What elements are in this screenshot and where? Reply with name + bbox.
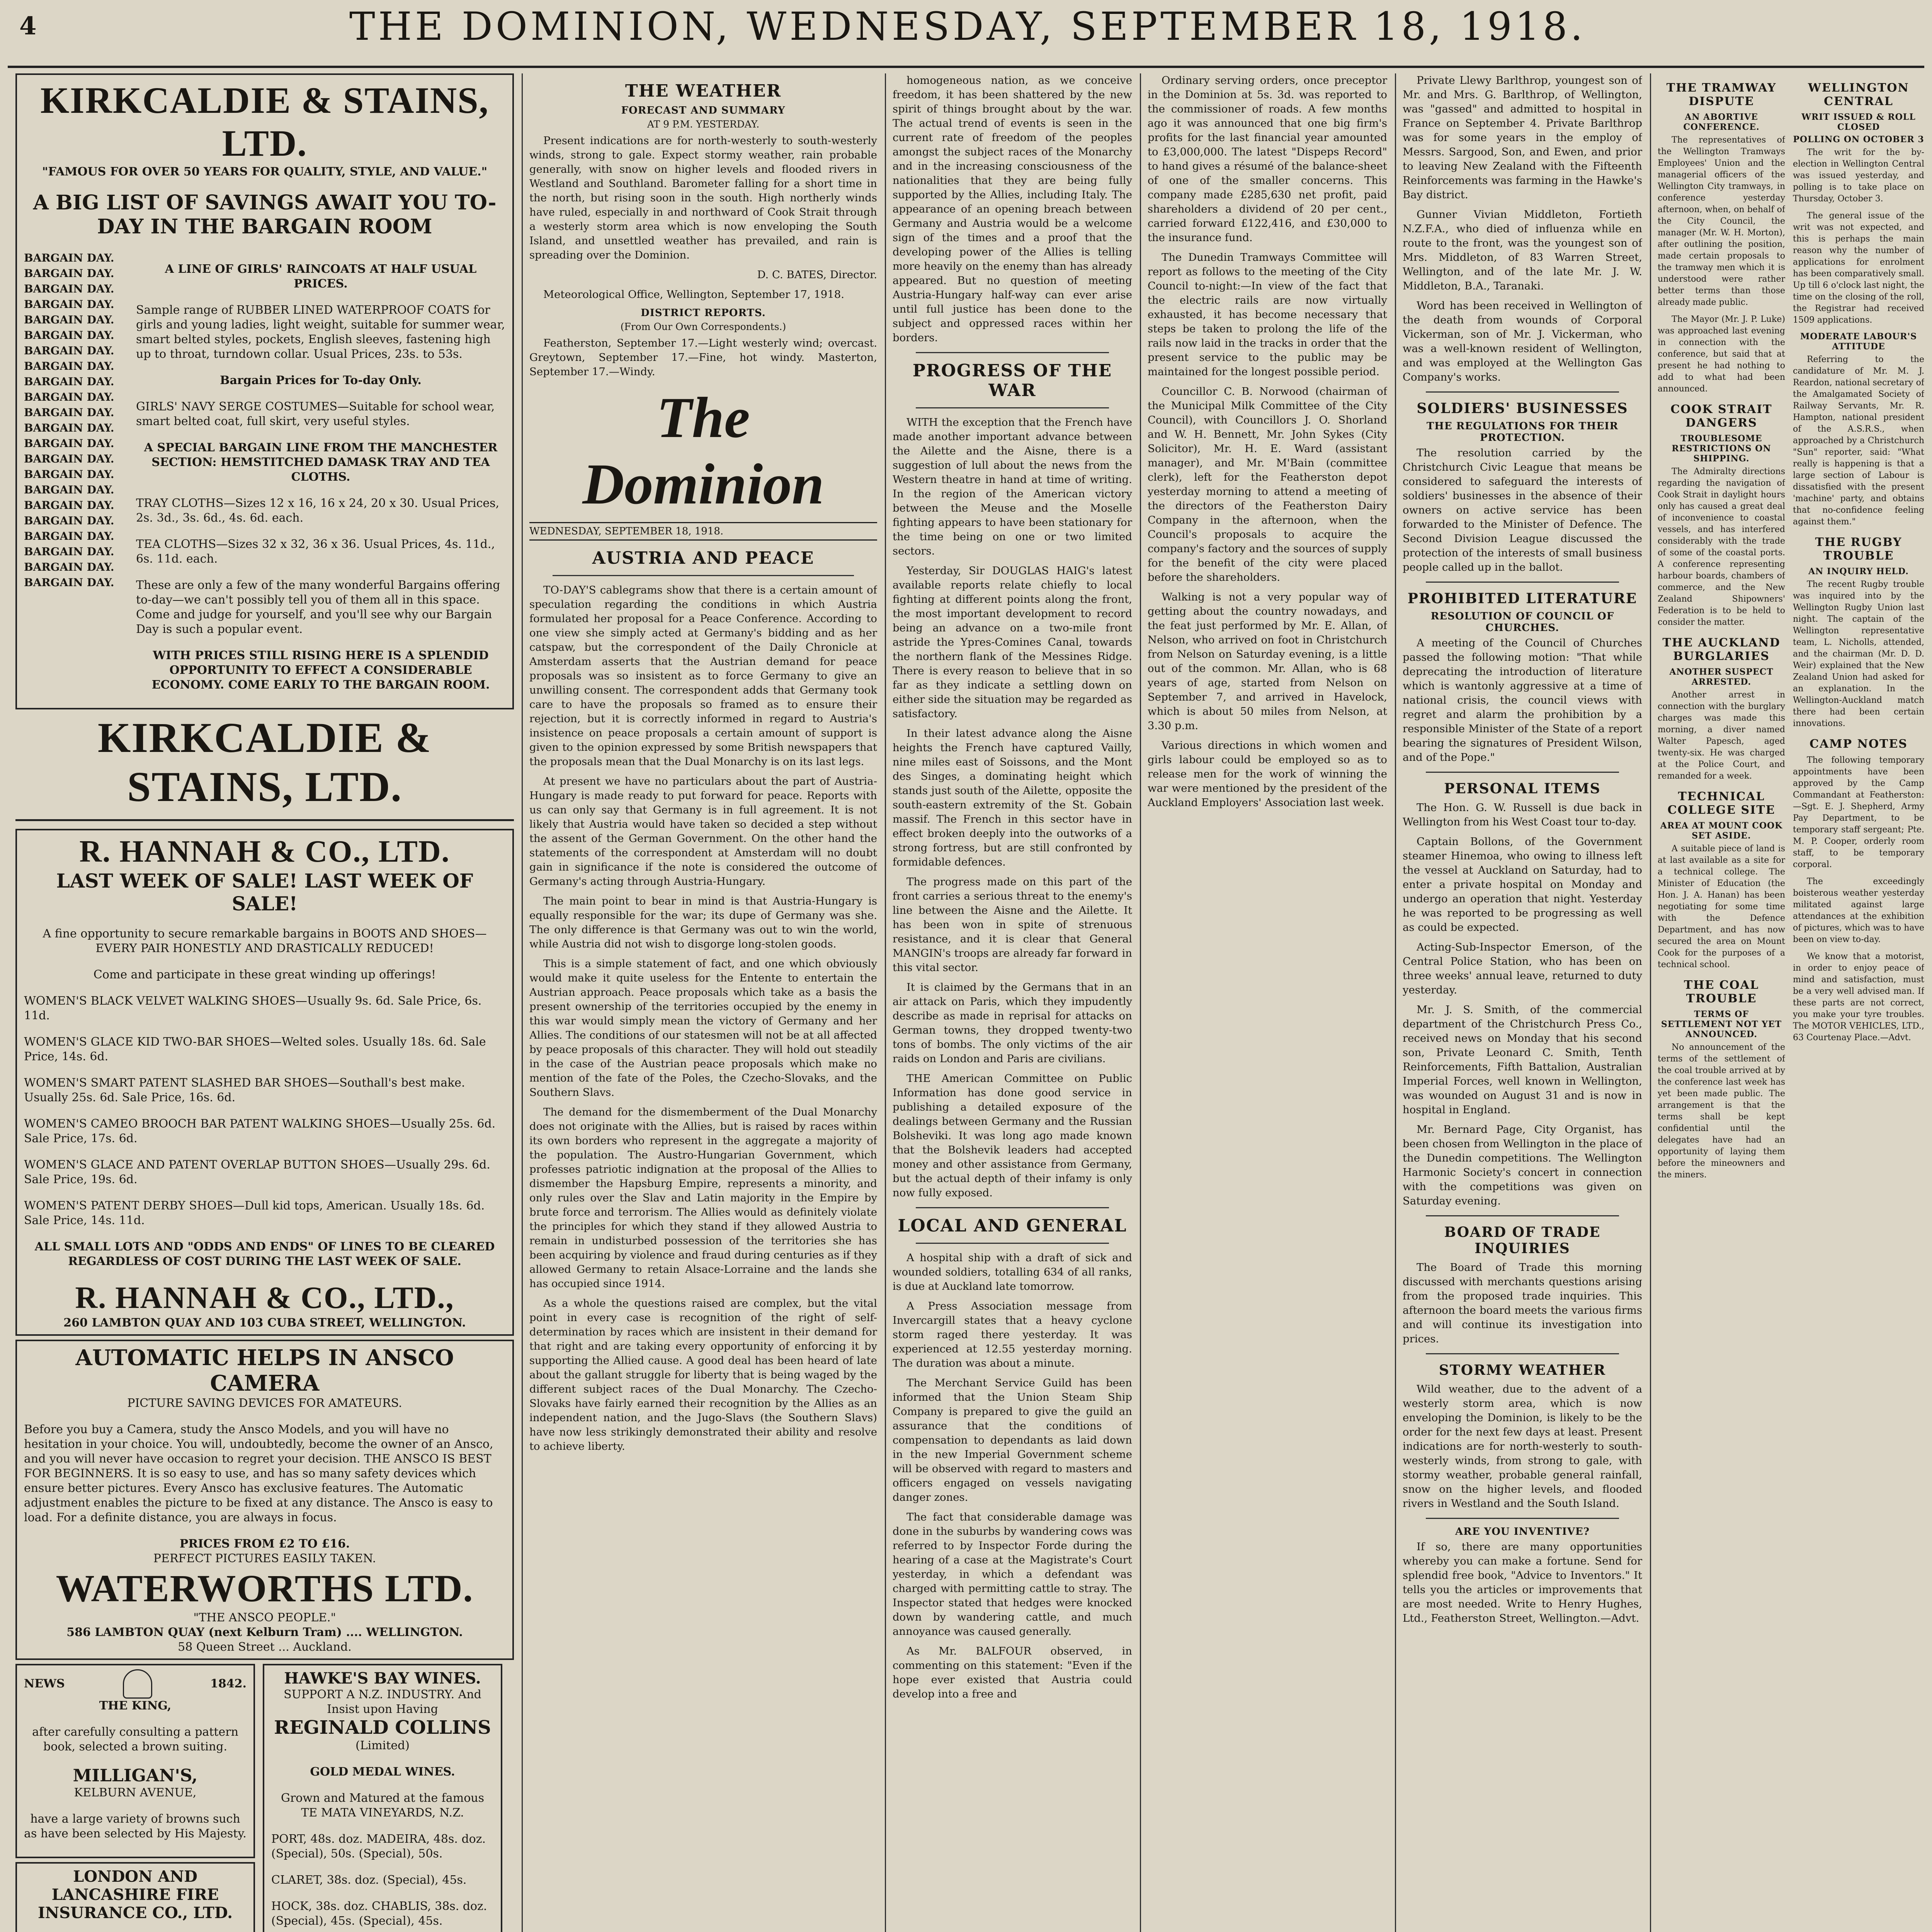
hannah-sub: A fine opportunity to secure remarkable bargains in BOOTS AND SHOES—EVERY PAIR HONESTLY AND DRASTICALLY REDUCED!	[43, 927, 487, 955]
war-paragraph: It is claimed by the Germans that in an air attack on Paris, which they impudently describe as made in reprisal for attacks on German towns, they dropped twenty-two tons of bombs. The only victims of the air raids on London and Paris are civilians.	[893, 981, 1132, 1065]
collins-line: CLARET, 38s. doz. (Special), 45s.	[271, 1873, 467, 1887]
news-paragraph: Gunner Vivian Middleton, Fortieth N.Z.F.A., who died of influenza while en route to the front, was the youngest son of Mrs. Middleton, of 83 Warren Street, Wellington, and of the late Mr. J. W. Middleton, B.A., Taranaki.	[1403, 208, 1642, 292]
central-paragraph: The general issue of the writ was not expected, and this is perhaps the main reason why the number of applications for enrolment has been comparatively small. Up till 6 o'clock last night, the time on the closing of the roll, the Registrar had received 1509 applications.	[1793, 211, 1924, 325]
divider	[553, 575, 854, 576]
running-title: THE DOMINION, WEDNESDAY, SEPTEMBER 18, 1918.	[349, 4, 1586, 49]
divider	[1426, 582, 1619, 583]
district-sub: (From Our Own Correspondents.)	[620, 321, 786, 332]
inventive-head: ARE YOU INVENTIVE?	[1455, 1526, 1590, 1537]
labour-text: Referring to the candidature of Mr. M. J. Reardon, national secretary of the Amalgamated Society of Railway Servants, Mr. R. Hampton, national president of the A.S.R.S., when approached by a Christchurch "Sun" reporter, said: "What really is happening is that a large section of Labour is dissatisfied with the present 'machine' party, and obtains that no-confidence feeling against them."	[1793, 355, 1924, 527]
divider	[1426, 1353, 1619, 1354]
divider	[1426, 772, 1619, 773]
column-rule	[1140, 73, 1141, 1932]
hannah-line: WOMEN'S BLACK VELVET WALKING SHOES—Usually 9s. 6d. Sale Price, 6s. 11d.	[24, 994, 482, 1022]
personal-paragraph: Mr. Bernard Page, City Organist, has been chosen from Wellington in the place of the Dunedin competitions. The Wellington Harmonic Society's concert in connection with the competitions was given on Saturday evening.	[1403, 1123, 1642, 1207]
prohibited-head: PROHIBITED LITERATURE	[1407, 590, 1638, 607]
bargain-day-label: BARGAIN DAY.	[24, 375, 114, 388]
waterworths-name: WATERWORTHS LTD.	[56, 1567, 474, 1610]
news-paragraph: Various directions in which women and girls labour could be employed so as to release men for the work of winning the war were mentioned by the president of the Auckland Employers' Association last week.	[1148, 739, 1387, 809]
news-paragraph: Word has been received in Wellington of the death from wounds of Corporal Vickerman, son of Mr. J. Vickerman, who was a well-known resident of Wellington, and was employed at the Wellington Gas Company's works.	[1403, 299, 1642, 383]
central-head: WELLINGTON CENTRAL	[1808, 81, 1909, 108]
soldiers-head: SOLDIERS' BUSINESSES	[1417, 400, 1628, 417]
local-paragraph: The Merchant Service Guild has been informed that the Union Steam Ship Company is prepared to give the guild an assurance that the conditions of compensation to dependants as laid down in the new Imperial Government scheme will be observed with regard to masters and officers engaged on vessels navigating danger zones.	[893, 1377, 1132, 1503]
personal-head: PERSONAL ITEMS	[1444, 781, 1601, 797]
ansco-prices: PRICES FROM £2 TO £16.	[179, 1537, 350, 1551]
bargain-day-list	[24, 250, 124, 704]
hannah-line: WOMEN'S SMART PATENT SLASHED BAR SHOES—Southall's best make. Usually 25s. 6d. Sale Price, 16s. 6d.	[24, 1076, 465, 1104]
divider	[916, 407, 1109, 408]
editorial-head: AUSTRIA AND PEACE	[592, 548, 815, 568]
hawkes-head: HAWKE'S BAY WINES.	[284, 1669, 481, 1687]
personal-paragraph: Acting-Sub-Inspector Emerson, of the Central Police Station, who has been on three weeks' annual leave, returned to duty yesterday.	[1403, 941, 1642, 996]
news-paragraph: Walking is not a very popular way of getting about the country nowadays, and the feat just performed by Mr. E. Allan, of Nelson, who arrived on foot in Christchurch from Nelson on Saturday evening, is a little out of the common. Mr. Allan, who is 68 years of age, started from Nelson on September 7, and arrived in Havelock, which is about 50 miles from Nelson, at 3.30 p.m.	[1148, 591, 1387, 732]
bargain-day-label: BARGAIN DAY.	[24, 452, 114, 465]
editorial-paragraph: The main point to bear in mind is that Austria-Hungary is equally responsible for the war; its dupe of Germany was she. The only difference is that Germany was out to win the world, while Austria did not wish to disgorge long-stolen goods.	[529, 895, 877, 950]
ansco-foot: PERFECT PICTURES EASILY TAKEN.	[153, 1552, 376, 1565]
divider	[1426, 391, 1619, 393]
hannah-line: WOMEN'S CAMEO BROOCH BAR PATENT WALKING SHOES—Usually 25s. 6d. Sale Price, 17s. 6d.	[24, 1117, 496, 1145]
district-head: DISTRICT REPORTS.	[641, 307, 766, 319]
dominion-masthead: The Dominion	[582, 386, 824, 516]
camp-text: The following temporary appointments have been approved by the Camp Commandant at Featherston:—Sgt. E. J. Shepherd, Army Pay Department, to be temporary staff sergeant; Pte. M. P. Cooper, orderly room staff, to be temporary corporal.	[1793, 755, 1924, 869]
date-line	[529, 522, 877, 541]
milligans-text: have a large variety of browns such as have been selected by His Majesty.	[24, 1812, 247, 1840]
hannah-line: ALL SMALL LOTS AND "ODDS AND ENDS" OF LINES TO BE CLEARED REGARDLESS OF COST DURING THE LAST WEEK OF SALE.	[34, 1240, 495, 1268]
central-date: POLLING ON OCTOBER 3	[1793, 134, 1924, 145]
bargain-day-label: BARGAIN DAY.	[24, 406, 114, 419]
hawkes-sub: SUPPORT A N.Z. INDUSTRY. And Insist upon Having	[284, 1688, 481, 1716]
war-column	[893, 73, 1132, 1932]
king-label: THE KING,	[99, 1699, 172, 1713]
kirkcaldie-footer: KIRKCALDIE & STAINS, LTD.	[97, 714, 432, 810]
editorial-paragraph: As a whole the questions raised are complex, but the vital point in every case is recognition of the right of self-determination by races which are insistent in their demand for that right and are taking every opportunity of enforcing it by supporting the Allied cause. A good deal has been heard of late about the gallant struggle for liberty that is being waged by the different subject races of the Dual Monarchy. The Czecho-Slovaks have fairly earned their recognition by the Allies as an independent nation, and the Jugo-Slavs (the Southern Slavs) have now less strikingly demonstrated their ability and resolve to achieve liberty.	[529, 1297, 877, 1452]
bargain-item: Sample range of RUBBER LINED WATERPROOF COATS for girls and young ladies, light weight, suitable for summer wear, smart belted styles, pockets, English sleeves, fastening high up to throat, turndown collar. Usual Prices, 23s. to 53s.	[136, 303, 505, 361]
bargain-day-label: BARGAIN DAY.	[24, 530, 114, 543]
london-name: LONDON AND LANCASHIRE FIRE INSURANCE CO., LTD.	[37, 1867, 233, 1922]
bargain-item: These are only a few of the many wonderful Bargains offering to-day—we can't possibly tell you of them all in this space. Come and judge for yourself, and you'll see why our Bargain Day is such a popular event.	[136, 578, 500, 636]
column-rule	[1395, 73, 1396, 1932]
right-small-ads	[263, 1664, 502, 1932]
editorial-column	[529, 73, 877, 1932]
war-paragraph: THE American Committee on Public Information has done good service in publishing a detailed exposure of the dealings between Germany and the Russian Bolsheviki. It was long ago made known that the Bolshevik leaders had accepted money and other assistance from Germany, but the actual depth of their infamy is only now fully exposed.	[893, 1072, 1132, 1199]
news-paragraph: Private Llewy Barlthrop, youngest son of Mr. and Mrs. G. Barlthrop, of Wellington, was "gassed" and admitted to hospital in France on September 4. Private Barlthrop was for some years in the employ of Messrs. Sargood, Son, and Ewen, and prior to leaving New Zealand with the Fifteenth Reinforcements was farming in the Hawke's Bay district.	[1403, 74, 1642, 201]
bargain-item: A SPECIAL BARGAIN LINE FROM THE MANCHESTER SECTION: HEMSTITCHED DAMASK TRAY AND TEA CLOTHS.	[144, 441, 498, 484]
weather-sub: FORECAST AND SUMMARY	[621, 105, 786, 116]
crown-icon	[123, 1669, 152, 1699]
savings-headline: A BIG LIST OF SAVINGS AWAIT YOU TO-DAY IN THE BARGAIN ROOM	[33, 191, 497, 238]
hannah-line: WOMEN'S PATENT DERBY SHOES—Dull kid tops, American. Usually 18s. 6d. Sale Price, 14s. 11d.	[24, 1199, 485, 1227]
rugby-sub: AN INQUIRY HELD.	[1808, 566, 1909, 577]
weather-head: THE WEATHER	[625, 81, 782, 101]
news-paragraph: Councillor C. B. Norwood (chairman of the Municipal Milk Committee of the City Council), with Councillors J. O. Shorland and W. H. Bennett, Mr. John Sykes (City Solicitor), Mr. H. E. Ward (assistant manager), and Mr. M'Bain (committee clerk), left for the Featherston depot yesterday morning to attend a meeting of the directors of the Featherston Dairy Company in the afternoon, when the Council's proposals to acquire the company's factory and the sources of supply for the benefit of the city were placed before the shareholders.	[1148, 385, 1387, 583]
soldiers-text: The resolution carried by the Christchurch Civic League that means be considered to safeguard the interests of soldiers' businesses in the absence of their owners on active service has been forwarded to the Minister of Defence. The Second Division League discussed the protection of the interests of small business people called up in the ballot.	[1403, 447, 1642, 573]
coal-head: THE COAL TROUBLE	[1684, 978, 1759, 1005]
news-year: 1842.	[210, 1677, 247, 1690]
hannah-line: Come and participate in these great winding up offerings!	[93, 968, 436, 981]
bargain-day-label: BARGAIN DAY.	[24, 391, 114, 403]
stormy-head: STORMY WEATHER	[1439, 1362, 1606, 1378]
burglary-head: THE AUCKLAND BURGLARIES	[1662, 636, 1781, 663]
milligans-name: MILLIGAN'S,	[73, 1766, 198, 1786]
war-head: PROGRESS OF THE WAR	[912, 361, 1112, 400]
collins-line: PORT, 48s. doz. MADEIRA, 48s. doz. (Special), 50s. (Special), 50s.	[271, 1832, 486, 1861]
news-label: NEWS	[24, 1677, 65, 1690]
local-paragraph: The fact that considerable damage was done in the suburbs by wandering cows was referred to by Inspector Forde during the hearing of a case at the Magistrate's Court yesterday, in which a defendant was charged with permitting cattle to stray. The Inspector stated that hedges were knocked down by wandering cattle, and much annoyance was caused generally.	[893, 1511, 1132, 1638]
date-text: WEDNESDAY, SEPTEMBER 18, 1918.	[529, 526, 724, 537]
hannah-name: R. HANNAH & CO., LTD.	[79, 835, 450, 869]
news-paragraph: The Dunedin Tramways Committee will report as follows to the meeting of the City Council to-night:—In view of the fact that the electric rails are now virtually exhausted, it has become necessary that steps be taken to prolong the life of the rails now laid in the tracks in order that the present service to the public may be maintained for the longest possible period.	[1148, 251, 1387, 378]
election-column	[1793, 73, 1924, 1932]
personal-paragraph: Mr. J. S. Smith, of the commercial department of the Christchurch Press Co., received news on Monday that his second son, Private Leonard C. Smith, Tenth Reinforcements, Fifth Battalion, Australian Imperial Forces, well known in Wellington, was wounded on August 31 and is now in hospital in England.	[1403, 1003, 1642, 1116]
divider	[916, 1207, 1109, 1208]
bargain-item: GIRLS' NAVY SERGE COSTUMES—Suitable for school wear, smart belted coat, full skirt, very useful styles.	[136, 400, 495, 428]
college-text: A suitable piece of land is at last available as a site for a technical college. The Minister of Education (the Hon. J. A. Hanan) has been negotiating for some time with the Defence Department, and has now secured the area on Mount Cook for the purposes of a technical school.	[1658, 844, 1785, 969]
ads-column-left	[15, 73, 514, 1932]
column-rule	[1650, 73, 1651, 1932]
bargain-day-label: BARGAIN DAY.	[24, 499, 114, 512]
local-news-column	[1148, 73, 1387, 1932]
college-sub: AREA AT MOUNT COOK SET ASIDE.	[1660, 821, 1783, 841]
bargain-day-label: BARGAIN DAY.	[24, 483, 114, 496]
personal-paragraph: Captain Bollons, of the Government steamer Hinemoa, who owing to illness left the vessel at Auckland on Saturday, had to enter a private hospital on Monday and undergo an operation that night. Yesterday he was reported to be progressing as well as could be expected.	[1403, 835, 1642, 934]
editorial-paragraph: The demand for the dismemberment of the Dual Monarchy does not originate with the Allies, but is raised by races within its own borders who represent in the aggregate a majority of the population. The Austro-Hungarian Government, which professes patriotic indignation at the proposal of the Allies to dismember the Hapsburg Empire, represents a minority, and only rules over the Slav and Latin majority in the Empire by brute force and terrorism. The Allies would as definitely violate the principles for which they stand if they allowed Austria to remain in undisturbed possession of the territories she has been acquiring by violence and fraud during centuries as if they allowed Germany to retain Alsace-Lorraine and the lands she has occupied since 1914.	[529, 1106, 877, 1290]
bargain-day-label: BARGAIN DAY.	[24, 422, 114, 434]
notice-text: We know that a motorist, in order to enjoy peace of mind and satisfaction, must be a very well advised man. If these parts are not correct, you make your tyre troubles. The MOTOR VEHICLES, LTD., 63 Courtenay Place.—Advt.	[1793, 952, 1924, 1043]
bargain-item: A LINE OF GIRLS' RAINCOATS AT HALF USUAL PRICES.	[165, 262, 477, 291]
rugby-head: THE RUGBY TROUBLE	[1815, 536, 1902, 563]
central-paragraph: The writ for the by-election in Wellington Central was issued yesterday, and polling is to take place on Thursday, October 3.	[1793, 148, 1924, 204]
personal-paragraph: The Hon. G. W. Russell is due back in Wellington from his West Coast tour to-day.	[1403, 801, 1642, 828]
waterworths-sub: "THE ANSCO PEOPLE."	[193, 1611, 336, 1624]
bargain-day-label: BARGAIN DAY.	[24, 437, 114, 450]
district-text: Featherston, September 17.—Light westerly wind; overcast. Greytown, September 17.—Fine, hot windy. Masterton, September 17.—Windy.	[529, 337, 877, 378]
board-head: BOARD OF TRADE INQUIRIES	[1444, 1224, 1601, 1257]
collins-line: Grown and Matured at the famous TE MATA VINEYARDS, N.Z.	[281, 1791, 485, 1820]
tram-paragraph: The representatives of the Wellington Tramways Employees' Union and the managerial officers of the Wellington City tramways, in conference yesterday afternoon, when, on behalf of the City Council, the manager (Mr. W. H. Morton), after outlining the position, made certain proposals to the tramway men which it is understood were rather better terms than those already made public.	[1658, 135, 1785, 307]
bargain-day-label: BARGAIN DAY.	[24, 344, 114, 357]
kirkcaldie-ad	[15, 73, 514, 709]
ansco-head: AUTOMATIC HELPS IN ANSCO CAMERA	[75, 1345, 454, 1396]
coal-sub: TERMS OF SETTLEMENT NOT YET ANNOUNCED.	[1661, 1009, 1782, 1039]
masthead-rule	[8, 66, 1924, 68]
burglary-sub: ANOTHER SUSPECT ARRESTED.	[1669, 667, 1774, 687]
bargain-day-label: BARGAIN DAY.	[24, 267, 114, 280]
divider	[1426, 1215, 1619, 1216]
weather-office: Meteorological Office, Wellington, September 17, 1918.	[543, 288, 845, 301]
bargain-day-label: BARGAIN DAY.	[24, 252, 114, 264]
collins-name: REGINALD COLLINS	[274, 1717, 491, 1738]
prohibited-sub: RESOLUTION OF COUNCIL OF CHURCHES.	[1430, 611, 1614, 634]
column-rule	[885, 73, 886, 1932]
cook-text: The Admiralty directions regarding the navigation of Cook Strait in daylight hours only has caused a great deal of inconvenience to coastal vessels, and has interfered considerably with the trade of some of the coastal ports. A conference representing harbour boards, chambers of commerce, and the New Zealand Shipowners' Federation is to be held to consider the matter.	[1658, 467, 1785, 627]
divider	[15, 819, 514, 821]
tram-paragraph: The Mayor (Mr. J. P. Luke) was approached last evening in connection with the conference, but said that at present he had nothing to add to what had been announced.	[1658, 315, 1785, 394]
page-number: 4	[19, 12, 37, 41]
bargain-item: TEA CLOTHS—Sizes 32 x 32, 36 x 36. Usual Prices, 4s. 11d., 6s. 11d. each.	[136, 537, 495, 566]
soldiers-sub: THE REGULATIONS FOR THEIR PROTECTION.	[1426, 420, 1619, 444]
war-paragraph: In their latest advance along the Aisne heights the French have captured Vailly, nine miles east of Soissons, and the Mont des Singes, a dominating height which stands just south of the Ailette, opposite the south-eastern extremity of the St. Gobain massif. The French in this sector have in effect broken deeply into the outworks of a strong fortress, but are still confronted by formidable defences.	[893, 727, 1132, 868]
cook-sub: TROUBLESOME RESTRICTIONS ON SHIPPING.	[1672, 434, 1771, 464]
hannah-sale: LAST WEEK OF SALE! LAST WEEK OF SALE!	[56, 869, 473, 915]
milligans-addr: KELBURN AVENUE,	[74, 1786, 197, 1799]
board-text: The Board of Trade this morning discussed with merchants questions arising from the proposed trade inquiries. This afternoon the board meets the various firms and will continue its investigation into prices.	[1403, 1261, 1642, 1345]
burglary-text: Another arrest in connection with the burglary charges was made this morning, a diver named Walter Papesch, aged twenty-six. He was charged at the Police Court, and remanded for a week.	[1658, 690, 1785, 781]
bargain-day-label: BARGAIN DAY.	[24, 468, 114, 481]
war-paragraph: The progress made on this part of the front carries a serious threat to the enemy's line between the Aisne and the Ailette. It has been won in spite of strenuous resistance, and it is clear that General MANGIN's troops are already far forward in this vital sector.	[893, 876, 1132, 974]
local-paragraph: As Mr. BALFOUR observed, in commenting on this statement: "Even if the hope ever existed that Austria could develop into a free and	[893, 1645, 1132, 1700]
war-paragraph: WITH the exception that the French have made another important advance between the Ailette and the Aisne, there is a suggestion of lull about the news from the Western theatre in hand at time of writing. In the region of the American victory between the Meuse and the Moselle fighting appears to have been stationary for the time being on one or two limited sectors.	[893, 416, 1132, 557]
bargain-item: Bargain Prices for To-day Only.	[220, 374, 422, 387]
tramway-column	[1658, 73, 1785, 1932]
milligans-ad	[15, 1664, 255, 1858]
camp-text: The exceedingly boisterous weather yesterday militated against large attendances at the exhibition of pictures, which was to have been on view to-day.	[1793, 877, 1924, 944]
bargain-day-label: BARGAIN DAY.	[24, 282, 114, 295]
waterworths-addr2: 58 Queen Street ... Auckland.	[178, 1640, 352, 1654]
editorial-paragraph: This is a simple statement of fact, and one which obviously would make it quite useless for the Entente to entertain the Austrian approach. Peace proposals which take as a basis the present ownership of the territories occupied by the enemy in this war would simply mean the victory of Germany and her Allies. The conditions of our statesmen will not be at all affected by peace proposals of this character. They will hold out steadily in the case of the Austrian peace proposals which make no mention of the fate of the Poles, the Czecho-Slovaks, and the Southern Slavs.	[529, 957, 877, 1099]
hannah-address: 260 LAMBTON QUAY AND 103 CUBA STREET, WELLINGTON.	[63, 1316, 466, 1330]
bargain-items	[136, 250, 505, 704]
weather-sign: D. C. BATES, Director.	[757, 269, 877, 281]
local-paragraph: A Press Association message from Invercargill states that a heavy cyclone storm raged there yesterday. It was experienced at 12.55 yesterday morning. The duration was about a minute.	[893, 1300, 1132, 1369]
college-head: TECHNICAL COLLEGE SITE	[1667, 790, 1776, 817]
editorial-paragraph: At present we have no particulars about the part of Austria-Hungary is made ready to put forward for peace. Reports with us can only say that Germany is in full agreement. It is not likely that Austria would have taken so decided a step without the assent of the German Government. On the other hand the statements of the correspondent at Amsterdam will no doubt gain in significance if the note is considered the outcome of Germany's acting through Austria-Hungary.	[529, 775, 877, 888]
divider	[1426, 1518, 1619, 1519]
tram-head: THE TRAMWAY DISPUTE	[1666, 81, 1777, 108]
kirkcaldie-tagline: "FAMOUS FOR OVER 50 YEARS FOR QUALITY, STYLE, AND VALUE."	[42, 165, 488, 179]
bargain-day-label: BARGAIN DAY.	[24, 514, 114, 527]
hannah-footer: R. HANNAH & CO., LTD.,	[75, 1281, 454, 1315]
divider	[916, 1243, 1109, 1244]
hannah-ad	[15, 829, 514, 1336]
bargain-day-label: BARGAIN DAY.	[24, 298, 114, 311]
king-text: after carefully consulting a pattern book, selected a brown suiting.	[32, 1725, 238, 1753]
column-rule	[522, 73, 523, 1932]
weather-text: Present indications are for north-westerly to south-westerly winds, strong to gale. Expect stormy weather, rain probable generally, with snow on higher levels and flooded rivers in Westland and Southland. Barometer falling for a short time in the north, but rising soon in the south. High northerly winds have ruled, especially in and northward of Cook Strait through a westerly storm area which is now enveloping the South Island, and unsettled weather has prevailed, and rain is spreading over the Dominion.	[529, 134, 877, 261]
prohibited-text: A meeting of the Council of Churches passed the following motion: "That while deprecating the introduction of literature which is wantonly aggressive at a time of national crisis, the council views with regret and alarm the prohibition by a responsible Minister of the State of a report bearing the signatures of President Wilson, and of the Pope."	[1403, 637, 1642, 764]
ansco-body: Before you buy a Camera, study the Ansco Models, and you will have no hesitation in your choice. You will, undoubtedly, become the owner of an Ansco, and you will never have occasion to regret your decision. THE ANSCO IS BEST FOR BEGINNERS. It is so easy to use, and has so many safety devices which ensure better pictures. Every Ansco has exclusive features. The Automatic adjustment enables the picture to be fixed at any distance. The Ansco is easy to load. For a definite distance, you are always in focus.	[24, 1423, 493, 1524]
personal-column	[1403, 73, 1642, 1932]
bargain-day-label: BARGAIN DAY.	[24, 545, 114, 558]
collins-ad	[263, 1664, 502, 1932]
war-paragraph: Yesterday, Sir DOUGLAS HAIG's latest available reports relate chiefly to local fighting at different points along the front, the most important development to record being an advance on a two-mile front astride the Ypres-Comines Canal, towards the northern flank of the Messines Ridge. There is every reason to believe that in so far as they indicate a settling down on either side the situation may be regarded as satisfactory.	[893, 565, 1132, 720]
left-small-ads	[15, 1664, 255, 1932]
stormy-text: Wild weather, due to the advent of a westerly storm area, which is now enveloping the Dominion, is likely to be the order for the next few days at least. Present indications are for north-westerly to south-westerly winds, from strong to gale, with stormy weather, probable general rainfall, snow on the higher levels, and flooded rivers in Westland and the South Island.	[1403, 1383, 1642, 1510]
bargain-day-label: BARGAIN DAY.	[24, 576, 114, 589]
local-paragraph: A hospital ship with a draft of sick and wounded soldiers, totalling 634 of all ranks, is due at Auckland late tomorrow.	[893, 1252, 1132, 1293]
bargain-day-label: BARGAIN DAY.	[24, 360, 114, 372]
waterworths-addr1: 586 LAMBTON QUAY (next Kelburn Tram) .... WELLINGTON.	[66, 1626, 463, 1639]
collins-sub: (Limited)	[355, 1739, 410, 1752]
masthead	[15, 4, 1920, 62]
bargain-day-label: BARGAIN DAY.	[24, 329, 114, 342]
london-ad	[15, 1862, 255, 1932]
ansco-sub: PICTURE SAVING DEVICES FOR AMATEURS.	[127, 1396, 402, 1410]
collins-line: HOCK, 38s. doz. CHABLIS, 38s. doz. (Special), 45s. (Special), 45s.	[271, 1900, 487, 1928]
camp-head: CAMP NOTES	[1810, 737, 1908, 751]
ansco-ad	[15, 1340, 514, 1660]
collins-line: GOLD MEDAL WINES.	[310, 1765, 455, 1779]
bargain-day-label: BARGAIN DAY.	[24, 561, 114, 573]
bargain-item: TRAY CLOTHS—Sizes 12 x 16, 16 x 24, 20 x 30. Usual Prices, 2s. 3d., 3s. 6d., 4s. 6d. each.	[136, 497, 500, 525]
news-paragraph: Ordinary serving orders, once preceptor in the Dominion at 5s. 3d. was reported to the commissioner of roads. A few months ago it was announced that one big firm's profits for the last financial year amounted to £3,000,000. The latest "Dispeps Record" to hand gives a résumé of the balance-sheet of one of the smaller concerns. This company made £285,630 net profit, paid shareholders a dividend of 20 per cent., carried forward £122,416, and £30,000 to the insurance fund.	[1148, 74, 1387, 244]
tram-sub: AN ABORTIVE CONFERENCE.	[1683, 112, 1760, 132]
labour-head: MODERATE LABOUR'S ATTITUDE	[1800, 332, 1917, 352]
coal-text: No announcement of the terms of the settlement of the coal trouble arrived at by the conference last week has yet been made public. The arrangement is that the terms shall be kept confidential until the delegates have had an opportunity of laying them before the mineowners and the miners.	[1658, 1043, 1785, 1180]
bargain-item: WITH PRICES STILL RISING HERE IS A SPLENDID OPPORTUNITY TO EFFECT A CONSIDERABLE ECONOMY. COME EARLY TO THE BARGAIN ROOM.	[151, 649, 490, 692]
central-sub: WRIT ISSUED & ROLL CLOSED	[1801, 112, 1916, 132]
hannah-line: WOMEN'S GLACE AND PATENT OVERLAP BUTTON SHOES—Usually 29s. 6d. Sale Price, 19s. 6d.	[24, 1158, 490, 1186]
weather-time: AT 9 P.M. YESTERDAY.	[647, 119, 760, 130]
bargain-day-label: BARGAIN DAY.	[24, 313, 114, 326]
kirkcaldie-name: KIRKCALDIE & STAINS, LTD.	[40, 80, 489, 164]
divider	[916, 352, 1109, 353]
rugby-text: The recent Rugby trouble was inquired into by the Wellington Rugby Union last night. The captain of the Wellington representative team, L. Nicholls, attended, and the chairman (Mr. D. D. Weir) explained that the New Zealand Union had asked for an explanation. In the Wellington-Auckland match there had been certain innovations.	[1793, 580, 1924, 728]
hannah-line: WOMEN'S GLACE KID TWO-BAR SHOES—Welted soles. Usually 18s. 6d. Sale Price, 14s. 6d.	[24, 1035, 486, 1063]
cook-head: COOK STRAIT DANGERS	[1670, 403, 1772, 430]
editorial-paragraph: homogeneous nation, as we conceive freedom, it has been shattered by the new spirit of things brought about by the war. The actual trend of events is seen in the current rate of freedom of the peoples amongst the subject races of the Monarchy and in the increasing consciousness of the nationalities that they are being fully supported by the Allies, including Italy. The appearance of an opening breach between Germany and Austria would be a welcome sign of the times and a proof that the developing power of the Allies is telling more heavily on the enemy than has already appeared. But no question of meeting Austria-Hungary half-way can ever arise until full justice has been done to the subject and oppressed races within her borders.	[893, 74, 1132, 344]
editorial-paragraph: TO-DAY'S cablegrams show that there is a certain amount of speculation regarding the conditions in which Austria formulated her proposal for a Peace Conference. According to one view she simply acted at Germany's bidding and as her catspaw, but the correspondent of the Daily Chronicle at Amsterdam asserts that the Austrian demand for peace proposals was so insistent as to force Germany to give an unwilling consent. The correspondent adds that Germany took care to have the proposals so framed as to ensure their rejection, but it is correctly informed in regard to Austria's insistence on peace proposals a certain amount of support is given to the opinion expressed by some British newspapers that the proposals mean that the Dual Monarchy is on its last legs.	[529, 584, 877, 768]
inventive-text: If so, there are many opportunities whereby you can make a fortune. Send for splendid free book, "Advice to Inventors." It tells you the articles or improvements that are most needed. Write to Henry Hughes, Ltd., Featherston Street, Wellington.—Advt.	[1403, 1541, 1642, 1624]
local-head: LOCAL AND GENERAL	[898, 1216, 1127, 1236]
